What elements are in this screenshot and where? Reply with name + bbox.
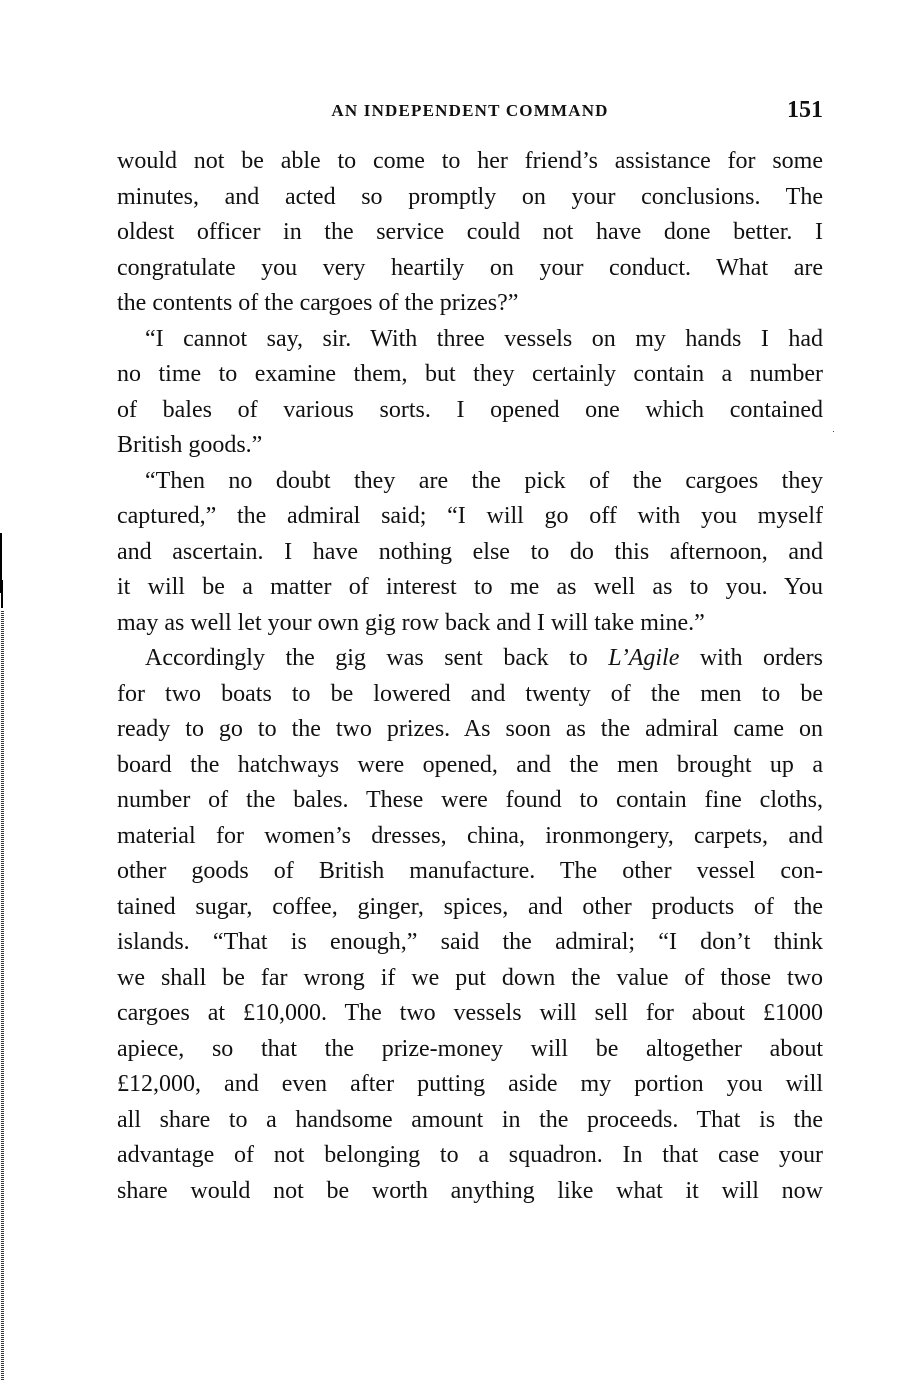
text-line: British goods.” xyxy=(117,432,263,458)
body-text xyxy=(117,144,823,1209)
text-line: no time to examine them, but they certainly contain a number xyxy=(117,361,823,387)
text-segment: Accordingly the gig was sent back to xyxy=(145,645,609,671)
text-line: and ascertain. I have nothing else to do this afternoon, and xyxy=(117,538,823,565)
text-line: share would not be worth anything like what it will now xyxy=(117,1177,823,1204)
text-line: would not be able to come to her friend’s assistance for some xyxy=(117,148,823,174)
text-line: oldest officer in the service could not have done better. I xyxy=(117,219,823,245)
text-line: board the hatchways were opened, and the men brought up a xyxy=(117,751,823,778)
text-line: “I cannot say, sir. With three vessels on my hands I had xyxy=(145,325,823,352)
text-line: islands. “That is enough,” said the admiral; “I don’t think xyxy=(117,929,823,955)
text-segment: with orders xyxy=(679,645,823,671)
text-line: cargoes at £10,000. The two vessels will sell for about £1000 xyxy=(117,1000,823,1026)
text-line: ready to go to the two prizes. As soon as the admiral came on xyxy=(117,716,823,742)
text-line: “Then no doubt they are the pick of the cargoes they xyxy=(145,467,823,494)
text-line: congratulate you very heartily on your conduct. What are xyxy=(117,254,823,281)
text-line: it will be a matter of interest to me as well as to you. You xyxy=(117,574,823,600)
scan-edge-artifact xyxy=(1,580,3,608)
scan-speck xyxy=(833,431,834,432)
text-line: number of the bales. These were found to contain fine cloths, xyxy=(117,787,823,813)
page-number: 151 xyxy=(787,97,823,123)
text-line xyxy=(117,641,823,677)
text-line: advantage of not belonging to a squadron. In that case your xyxy=(117,1142,823,1168)
text-line: for two boats to be lowered and twenty of the men to be xyxy=(117,680,823,707)
text-line: of bales of various sorts. I opened one which contained xyxy=(117,396,823,423)
text-line: minutes, and acted so promptly on your conclusions. The xyxy=(117,183,823,210)
text-line: tained sugar, coffee, ginger, spices, and other products of the xyxy=(117,893,823,920)
text-line: we shall be far wrong if we put down the value of those two xyxy=(117,964,823,991)
text-line: captured,” the admiral said; “I will go off with you myself xyxy=(117,503,823,529)
text-line: all share to a handsome amount in the proceeds. That is the xyxy=(117,1106,823,1133)
running-title: AN INDEPENDENT COMMAND xyxy=(331,101,609,120)
ship-name: L’Agile xyxy=(608,645,680,671)
text-line: £12,000, and even after putting aside my portion you will xyxy=(117,1071,823,1097)
text-line: material for women’s dresses, china, ironmongery, carpets, and xyxy=(117,822,823,849)
text-line: other goods of British manufacture. The other vessel con- xyxy=(117,858,823,884)
text-line: the contents of the cargoes of the prizes?” xyxy=(117,290,519,316)
text-line: apiece, so that the prize-money will be altogether about xyxy=(117,1035,823,1062)
text-line: may as well let your own gig row back and I will take mine.” xyxy=(117,609,705,636)
running-head xyxy=(117,97,823,127)
scan-edge-artifact xyxy=(1,610,4,1380)
